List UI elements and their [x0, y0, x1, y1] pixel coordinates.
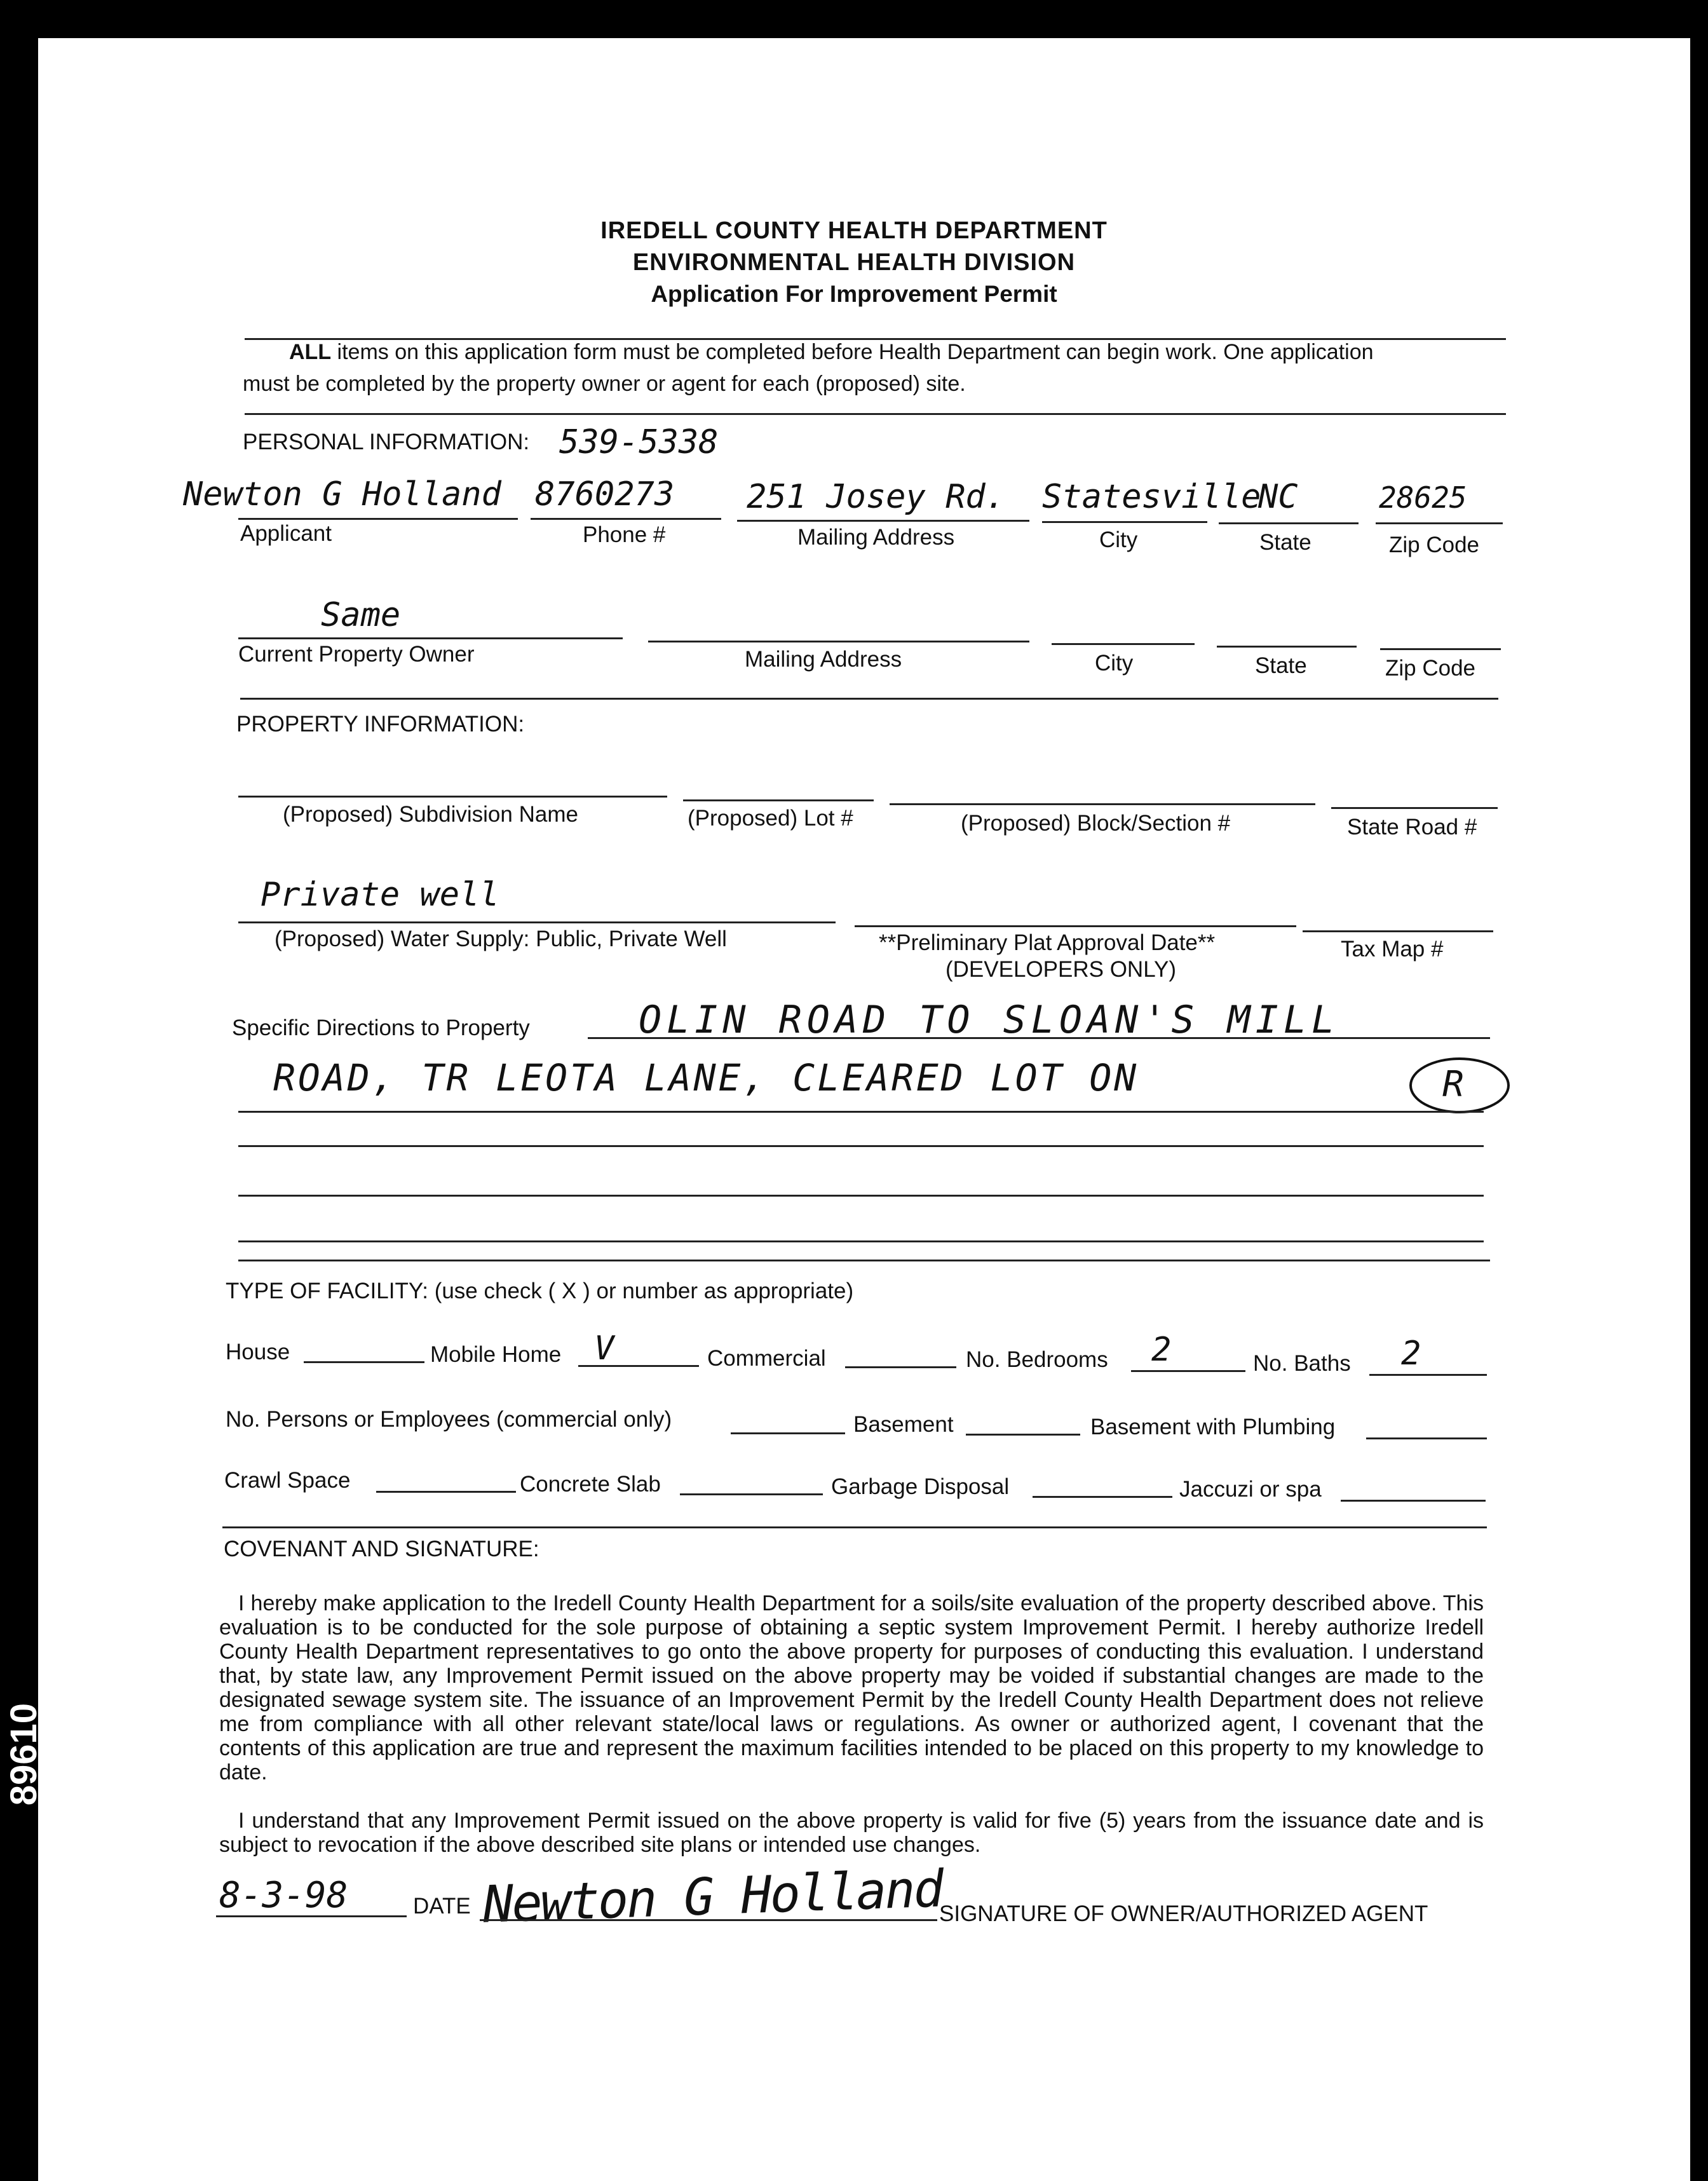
- plat-label: **Preliminary Plat Approval Date**: [879, 930, 1216, 955]
- facility-heading: TYPE OF FACILITY: (use check ( X ) or number as appropriate): [226, 1279, 854, 1303]
- mobile-label: Mobile Home: [430, 1342, 562, 1367]
- owner-city-line: [1052, 643, 1195, 645]
- commercial-line[interactable]: [845, 1366, 956, 1368]
- water-supply-value[interactable]: Private well: [261, 876, 499, 914]
- mobile-value[interactable]: V: [594, 1329, 614, 1368]
- state-label: State: [1259, 530, 1312, 555]
- baths-line: [1369, 1374, 1487, 1376]
- directions-line-rule-5: [238, 1240, 1484, 1242]
- baths-label: No. Baths: [1253, 1351, 1351, 1376]
- intro-line-2: must be completed by the property owner or agent for each (proposed) site.: [243, 372, 966, 396]
- covenant-heading: COVENANT AND SIGNATURE:: [224, 1537, 539, 1561]
- circled-direction: [1409, 1057, 1510, 1113]
- block-line: [890, 803, 1315, 805]
- directions-line-rule-1: [588, 1037, 1490, 1039]
- crawl-line[interactable]: [376, 1491, 516, 1493]
- city-value[interactable]: Statesville: [1042, 478, 1261, 516]
- covenant-paragraph-2: I understand that any Improvement Permit issued on the above property is valid for five (5) years from the issuance date and is subject to revocation if the above described site plans or intended use changes.: [219, 1809, 1484, 1857]
- state-line: [1219, 522, 1359, 524]
- applicant-value[interactable]: Newton G Holland: [183, 475, 501, 513]
- owner-city-label: City: [1095, 651, 1134, 676]
- address-label: Mailing Address: [797, 525, 955, 550]
- applicant-label: Applicant: [240, 521, 332, 546]
- lot-label: (Proposed) Lot #: [688, 806, 853, 831]
- directions-line-rule-3: [238, 1145, 1484, 1147]
- covenant-paragraph-1: I hereby make application to the Iredell County Health Department for a soils/site evaluation of the property described above. This evaluation is to be conducted for the sole purpose of obtaining a septic system Improvement Permit. I hereby authorize Iredell County Health Department representatives to go onto the above property for purposes of conducting this evaluation. I understand that, by state law, any Improvement Permit issued on the above property may be voided if substantial changes are made to the designated sewage system site. The issuance of an Improvement Permit by the Iredell County Health Department does not relieve me from compliance with all other relevant state/local laws or regulations. As owner or authorized agent, I covenant that the contents of this application are true and represent the maximum facilities intended to be placed on this property to my knowledge to date.: [219, 1591, 1484, 1784]
- persons-label: No. Persons or Employees (commercial only): [226, 1407, 672, 1432]
- owner-state-label: State: [1255, 653, 1307, 678]
- bedrooms-value[interactable]: 2: [1151, 1331, 1172, 1369]
- division-title: ENVIRONMENTAL HEALTH DIVISION: [632, 249, 1076, 276]
- lot-line: [683, 799, 874, 801]
- phone-value[interactable]: 8760273: [535, 475, 675, 513]
- jaccuzi-label: Jaccuzi or spa: [1179, 1477, 1322, 1502]
- commercial-label: Commercial: [707, 1346, 826, 1371]
- owner-value[interactable]: Same: [321, 596, 401, 634]
- phone-label: Phone #: [583, 522, 666, 547]
- date-line: [216, 1915, 407, 1917]
- taxmap-line: [1303, 930, 1493, 932]
- basement-label: Basement: [853, 1412, 954, 1437]
- zip-value[interactable]: 28625: [1379, 480, 1467, 515]
- zip-line: [1376, 522, 1503, 524]
- plat-line: [855, 925, 1296, 927]
- directions-line-1[interactable]: OLIN ROAD TO SLOAN'S MILL: [639, 998, 1340, 1042]
- signature-label: SIGNATURE OF OWNER/AUTHORIZED AGENT: [939, 1901, 1428, 1926]
- bedrooms-line: [1131, 1370, 1245, 1372]
- owner-zip-label: Zip Code: [1385, 656, 1476, 681]
- phone-line: [531, 518, 721, 520]
- directions-label: Specific Directions to Property: [232, 1016, 530, 1040]
- date-value[interactable]: 8-3-98: [219, 1875, 348, 1916]
- dept-title: IREDELL COUNTY HEALTH DEPARTMENT: [600, 217, 1108, 244]
- garbage-label: Garbage Disposal: [831, 1474, 1010, 1499]
- applicant-line: [238, 518, 518, 520]
- form-title: Application For Improvement Permit: [651, 281, 1057, 307]
- state-value[interactable]: NC: [1258, 478, 1298, 516]
- directions-line-rule-2: [238, 1111, 1484, 1113]
- road-line: [1331, 807, 1498, 809]
- margin-code: 89610: [3, 1703, 44, 1806]
- persons-line[interactable]: [731, 1432, 845, 1434]
- slab-label: Concrete Slab: [520, 1472, 661, 1497]
- owner-state-line: [1217, 646, 1357, 648]
- phone-extra-value: 539-5338: [559, 423, 719, 461]
- address-line: [737, 520, 1029, 522]
- taxmap-label: Tax Map #: [1341, 937, 1444, 961]
- directions-line-2[interactable]: ROAD, TR LEOTA LANE, CLEARED LOT ON: [273, 1056, 1139, 1099]
- rule: [240, 698, 1498, 700]
- signature-line: [480, 1919, 937, 1921]
- subdivision-line: [238, 796, 667, 798]
- basement-plumbing-line[interactable]: [1366, 1437, 1487, 1439]
- zip-label: Zip Code: [1389, 533, 1480, 557]
- personal-heading: PERSONAL INFORMATION:: [243, 430, 530, 454]
- basement-line[interactable]: [966, 1434, 1080, 1436]
- baths-value[interactable]: 2: [1401, 1335, 1421, 1373]
- bedrooms-label: No. Bedrooms: [966, 1347, 1108, 1372]
- rule: [245, 413, 1506, 415]
- basement-plumbing-label: Basement with Plumbing: [1090, 1415, 1336, 1439]
- garbage-line[interactable]: [1033, 1496, 1172, 1498]
- house-line[interactable]: [304, 1361, 424, 1363]
- block-label: (Proposed) Block/Section #: [961, 811, 1231, 836]
- owner-address-line: [648, 641, 1029, 642]
- owner-line: [238, 637, 623, 639]
- water-line: [238, 921, 836, 923]
- owner-address-label: Mailing Address: [745, 647, 902, 672]
- jaccuzi-line[interactable]: [1341, 1500, 1486, 1502]
- signature-value[interactable]: Newton G Holland: [482, 1859, 944, 1934]
- water-label: (Proposed) Water Supply: Public, Private Well: [274, 927, 727, 951]
- slab-line[interactable]: [680, 1493, 823, 1495]
- date-label: DATE: [413, 1894, 471, 1919]
- directions-line-rule-4: [238, 1195, 1484, 1197]
- subdivision-label: (Proposed) Subdivision Name: [283, 802, 578, 827]
- mobile-line: [578, 1365, 699, 1367]
- intro-line-1: ALL items on this application form must be completed before Health Department can begin work. One application: [289, 340, 1374, 364]
- city-line: [1042, 521, 1207, 523]
- road-label: State Road #: [1347, 815, 1477, 839]
- crawl-label: Crawl Space: [224, 1468, 351, 1493]
- rule: [222, 1526, 1487, 1528]
- directions-line-rule-6: [238, 1260, 1490, 1261]
- property-heading: PROPERTY INFORMATION:: [236, 712, 525, 737]
- owner-label: Current Property Owner: [238, 642, 475, 667]
- plat-note: (DEVELOPERS ONLY): [946, 957, 1177, 982]
- circled-direction-text: R: [1442, 1064, 1464, 1105]
- owner-zip-line: [1380, 648, 1501, 650]
- city-label: City: [1099, 527, 1138, 552]
- house-label: House: [226, 1340, 290, 1364]
- address-value[interactable]: 251 Josey Rd.: [747, 478, 1005, 516]
